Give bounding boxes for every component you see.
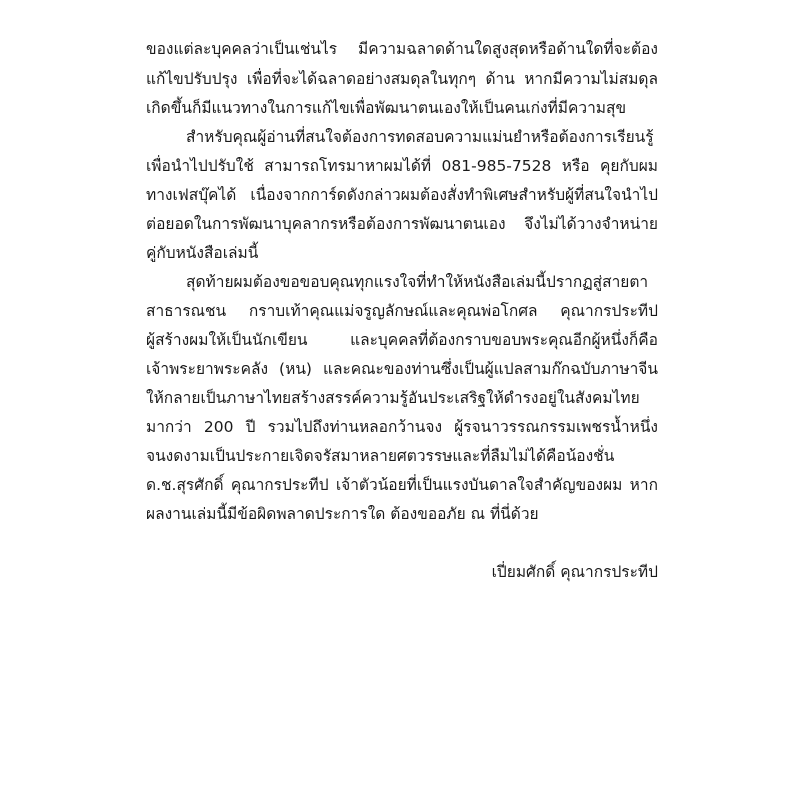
- author-signature: เปี่ยมศักดิ์ คุณากรประทีป: [491, 563, 658, 581]
- paragraph-1-line-2: แก้ไขปรับปรุง เพื่อที่จะได้ฉลาดอย่างสมดุลในทุกๆ ด้าน หากมีความไม่สมดุล: [146, 70, 658, 88]
- paragraph-3-line-5: ให้กลายเป็นภาษาไทยสร้างสรรค์ความรู้อันประเสริฐให้ดำรงอยู่ในสังคมไทย: [146, 389, 640, 407]
- paragraph-2-line-5: คู่กับหนังสือเล่มนี้: [146, 244, 259, 262]
- paragraph-3-line-1: สุดท้ายผมต้องขอขอบคุณทุกแรงใจที่ทำให้หนังสือเล่มนี้ปรากฏสู่สายตา: [186, 273, 649, 291]
- paragraph-3-line-7: จนงดงามเป็นประกายเจิดจรัสมาหลายศตวรรษและที่ลืมไม่ได้คือน้องชั่น: [146, 447, 615, 465]
- paragraph-1-line-3: เกิดขึ้นก็มีแนวทางในการแก้ไขเพื่อพัฒนาตนเองให้เป็นคนเก่งที่มีความสุข: [146, 99, 627, 117]
- paragraph-3-line-8: ด.ช.สุรศักดิ์ คุณากรประทีป เจ้าตัวน้อยที่เป็นแรงบันดาลใจสำคัญของผม หาก: [146, 476, 658, 494]
- paragraph-3-line-3: ผู้สร้างผมให้เป็นนักเขียน และบุคคลที่ต้องกราบขอบพระคุณอีกผู้หนึ่งก็คือ: [146, 331, 658, 349]
- paragraph-3-line-2: สาธารณชน กราบเท้าคุณแม่จรูญลักษณ์และคุณพ่อโกศล คุณากรประทีป: [146, 302, 658, 320]
- paragraph-1-line-1: ของแต่ละบุคคลว่าเป็นเช่นไร มีความฉลาดด้านใดสูงสุดหรือด้านใดที่จะต้อง: [146, 40, 658, 58]
- paragraph-2-line-4: ต่อยอดในการพัฒนาบุคลากรหรือต้องการพัฒนาตนเอง จึงไม่ได้วางจำหน่าย: [146, 215, 658, 233]
- paragraph-2-line-3: ทางเฟสบุ๊คได้ เนื่องจากการ์ดดังกล่าวผมต้องสั่งทำพิเศษสำหรับผู้ที่สนใจนำไป: [146, 186, 658, 204]
- paragraph-2-line-2: เพื่อนำไปปรับใช้ สามารถโทรมาหาผมได้ที่ 081-985-7528 หรือ คุยกับผม: [146, 157, 658, 175]
- paragraph-2-line-1: สำหรับคุณผู้อ่านที่สนใจต้องการทดสอบความแม่นยำหรือต้องการเรียนรู้: [186, 128, 654, 146]
- paragraph-3-line-4: เจ้าพระยาพระคลัง (หน) และคณะของท่านซึ่งเป็นผู้แปลสามก๊กฉบับภาษาจีน: [146, 360, 658, 378]
- paragraph-3-line-6: มากว่า 200 ปี รวมไปถึงท่านหลอกว้านจง ผู้รจนาวรรณกรรมเพชรน้ำหนึ่ง: [146, 418, 658, 436]
- paragraph-3-line-9: ผลงานเล่มนี้มีข้อผิดพลาดประการใด ต้องขออภัย ณ ที่นี่ด้วย: [146, 505, 539, 523]
